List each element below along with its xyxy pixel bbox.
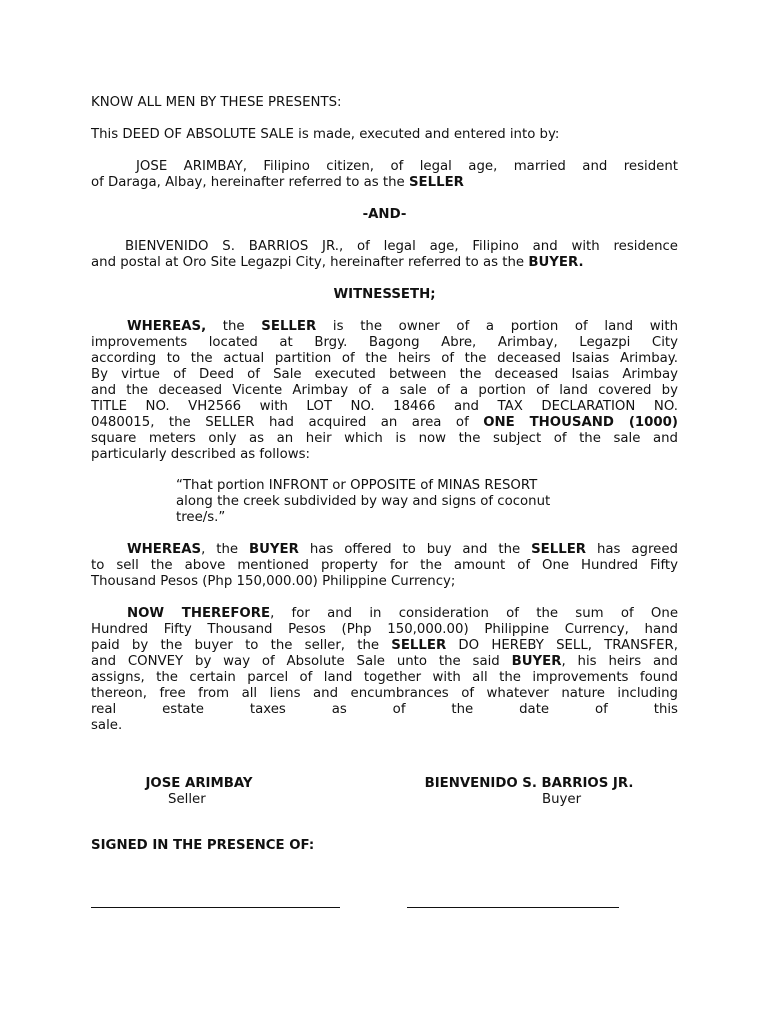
seller-signature-block: [120, 776, 278, 808]
whereas1-line-4: By virtue of Deed of Sale executed between the deceased Isaias Arimbay: [91, 367, 678, 382]
whereas1-line-6: TITLE NO. VH2566 with LOT NO. 18466 and TAX DECLARATION NO.: [91, 399, 678, 414]
buyer-para-line-1: BIENVENIDO S. BARRIOS JR., of legal age, Filipino and with residence: [125, 239, 678, 254]
and-separator: -AND-: [362, 207, 407, 222]
whereas1-line-5: and the deceased Vicente Arimbay of a sale of a portion of land covered by: [91, 383, 678, 398]
witness-heading: SIGNED IN THE PRESENCE OF:: [91, 838, 315, 853]
now-therefore-line-3: paid by the buyer to the seller, the SELLER DO HEREBY SELL, TRANSFER,: [91, 638, 678, 653]
seller-para-line-2: of Daraga, Albay, hereinafter referred to as the SELLER: [91, 175, 464, 190]
witnesseth-heading: WITNESSETH;: [333, 287, 436, 302]
seller-signatory-role: Seller: [168, 792, 206, 807]
seller-para-line-1: JOSE ARIMBAY, Filipino citizen, of legal age, married and resident: [136, 159, 678, 174]
description-line-1: “That portion INFRONT or OPPOSITE of MINAS RESORT: [176, 478, 538, 493]
now-therefore-line-6: thereon, free from all liens and encumbrances of whatever nature including: [91, 686, 678, 701]
whereas2-line-3: Thousand Pesos (Php 150,000.00) Philippine Currency;: [91, 574, 456, 589]
whereas1-line-3: according to the actual partition of the heirs of the deceased Isaias Arimbay.: [91, 351, 678, 366]
opening-line: KNOW ALL MEN BY THESE PRESENTS:: [91, 95, 342, 110]
seller-signatory-name: JOSE ARIMBAY: [145, 776, 253, 791]
buyer-signature-block: [398, 776, 660, 808]
whereas1-line-9: particularly described as follows:: [91, 447, 311, 462]
buyer-para-line-2: and postal at Oro Site Legazpi City, hereinafter referred to as the BUYER.: [91, 255, 584, 270]
whereas2-line-2: to sell the above mentioned property for the amount of One Hundred Fifty: [91, 558, 678, 573]
buyer-signatory-role: Buyer: [542, 792, 582, 807]
witness-signature-line-2: [407, 907, 619, 908]
whereas1-line-2: improvements located at Brgy. Bagong Abre, Arimbay, Legazpi City: [91, 335, 678, 350]
description-line-2: along the creek subdivided by way and signs of coconut: [176, 494, 551, 509]
intro-line: This DEED OF ABSOLUTE SALE is made, executed and entered into by:: [91, 127, 560, 142]
whereas1-line-1: WHEREAS, the SELLER is the owner of a portion of land with: [127, 319, 678, 334]
description-line-3: tree/s.”: [176, 510, 226, 525]
now-therefore-line-5: assigns, the certain parcel of land together with all the improvements found: [91, 670, 678, 685]
buyer-signatory-name: BIENVENIDO S. BARRIOS JR.: [424, 776, 634, 791]
whereas1-line-7: 0480015, the SELLER had acquired an area of ONE THOUSAND (1000): [91, 415, 678, 430]
seller-term: SELLER: [408, 175, 464, 190]
whereas1-line-8: square meters only as an heir which is now the subject of the sale and: [91, 431, 678, 446]
whereas2-line-1: WHEREAS, the BUYER has offered to buy and the SELLER has agreed: [127, 542, 678, 557]
now-therefore-line-7: real estate taxes as of the date of this sale.: [91, 702, 678, 733]
area-term: ONE THOUSAND (1000): [483, 415, 678, 430]
now-therefore-line-2: Hundred Fifty Thousand Pesos (Php 150,000.00) Philippine Currency, hand: [91, 622, 678, 637]
buyer-term: BUYER.: [528, 255, 584, 270]
now-therefore-line-4: and CONVEY by way of Absolute Sale unto the said BUYER, his heirs and: [91, 654, 678, 669]
witness-signature-line-1: [91, 907, 340, 908]
now-therefore-line-1: NOW THEREFORE, for and in consideration of the sum of One: [127, 606, 679, 621]
